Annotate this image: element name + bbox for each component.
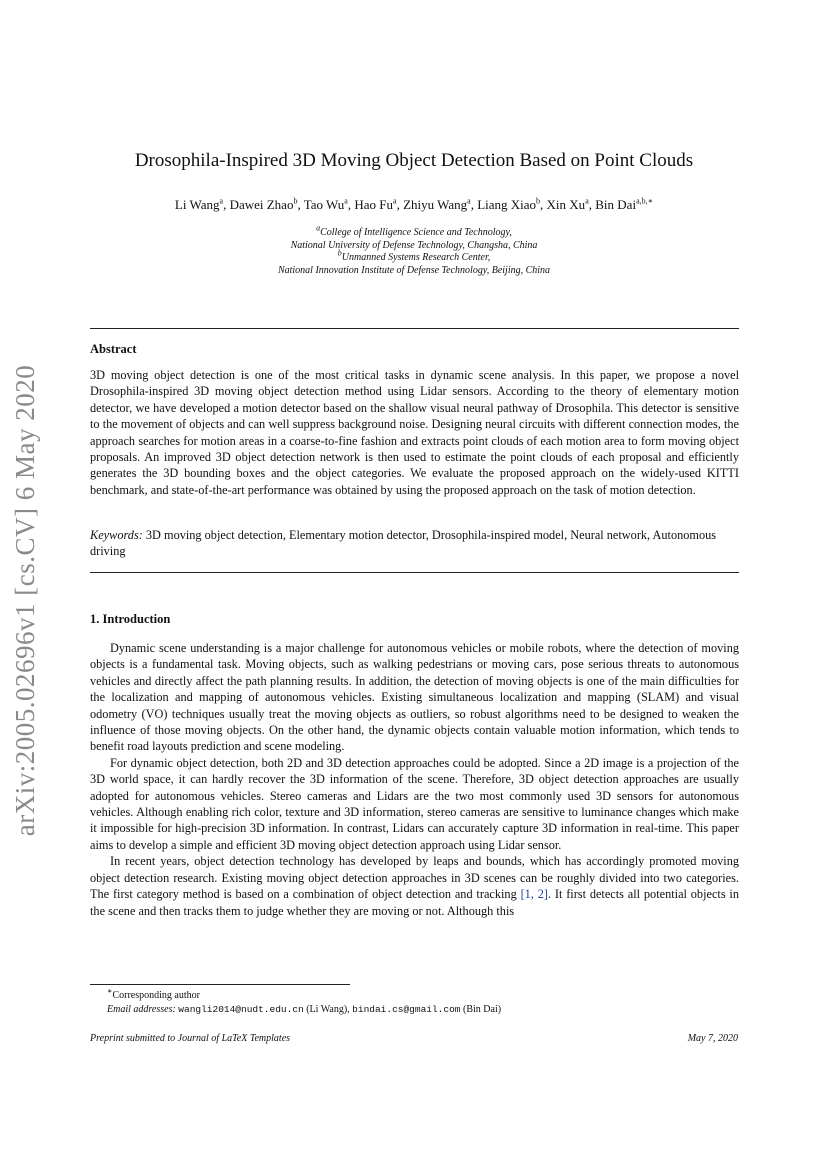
author-name: Li Wang: [174, 197, 220, 212]
abstract-heading: Abstract: [90, 342, 137, 356]
keywords-text: 3D moving object detection, Elementary motion detector, Drosophila-inspired model, Neural network, Autonomous driving: [90, 528, 717, 559]
abstract-top-rule: [90, 328, 739, 329]
author-list: Li Wang$^a$, Dawei Zhao$^b$, Tao Wu$^a$, Hao Fu$^a$, Zhiyu Wang$^a$, Liang Xiao$^b$, Xin Xu$^a$, Bin Dai$^{a,b,∗}$: [174, 196, 654, 212]
footer-preprint-note: Preprint submitted to Journal of LaTeX Templates: [90, 1033, 291, 1044]
introduction-body: [90, 640, 739, 919]
arxiv-side-identifier: arXiv:2005.02696v1 [cs.CV] 6 May 2020: [10, 364, 41, 836]
author-name: Dawei Zhao: [229, 197, 294, 212]
affiliations: [0, 223, 828, 277]
author-name: Liang Xiao: [477, 197, 537, 212]
author-affiliation-mark: a: [467, 196, 471, 206]
abstract-text: 3D moving object detection is one of the most critical tasks in dynamic scene analysis. In this paper, we propose a novel Drosophila-inspired 3D moving object detection method using Lidar sensors. According to the theory of elementary motion detector, we have developed a motion detector based on the shallow visual neural pathway of Drosophila. This detector is sensitive to the movement of objects and can well suppress background noise. Designing neural circuits with different connection modes, the approach searches for motion areas in a coarse-to-fine fashion and extracts point clouds of each motion area to form moving object proposals. An improved 3D object detection network is then used to estimate the point clouds of each proposal and efficiently generates the 3D bounding boxes and the object categories. We evaluate the proposed approach on the widely-used KITTI benchmark, and state-of-the-art performance was obtained by using the proposed approach on the task of motion detection.: [90, 368, 739, 497]
author-name: Hao Fu: [354, 197, 393, 212]
intro-paragraph-3: In recent years, object detection technology has developed by leaps and bounds, which has accordingly promoted moving object detection research. Existing moving object detection approaches in 3D scenes can be roughly divided into two categories. The first category method is based on a combination of object detection and tracking [1, 2]. It first detects all potential objects in the scene and then tracks them to judge whether they are moving or not. Although this: [90, 854, 739, 918]
footnote-rule: [90, 984, 350, 985]
author-name: Zhiyu Wang: [403, 197, 468, 212]
author-affiliation-mark: b: [293, 196, 298, 206]
author-affiliation-mark: a: [344, 196, 348, 206]
citation-link[interactable]: [1, 2]: [520, 887, 548, 902]
section-heading-introduction: 1. Introduction: [90, 612, 171, 626]
author-name: Xin Xu: [546, 197, 586, 212]
email-1[interactable]: wangli2014@nudt.edu.cn: [178, 1004, 304, 1015]
author-affiliation-mark: a: [219, 196, 224, 206]
keywords: [90, 527, 739, 560]
author-name: Bin Dai: [595, 197, 637, 212]
affiliation-a-line2: National University of Defense Technology, Changsha, China: [290, 239, 538, 251]
intro-paragraph-1: Dynamic scene understanding is a major challenge for autonomous vehicles or mobile robots, where the detection of moving objects is a fundamental task. Moving objects, such as walking pedestrians or moving cars, pose serious threats to autonomous vehicles and directly affect the path planning results. In addition, the detection of moving objects is one of the main difficulties for the localization and mapping of autonomous vehicles. Existing simultaneous localization and mapping (SLAM) and visual odometry (VO) techniques usually treat the moving objects as outliers, so robust algorithms need to be designed to weaken the influence of those moving objects. On the other hand, the dynamic objects contain valuable motion information, which tends to benefit road layouts prediction and scene modeling.: [90, 641, 739, 754]
latex-logo: LaTeX: [221, 1033, 248, 1044]
author-name: Tao Wu: [303, 197, 345, 212]
keywords-label: Keywords:: [90, 528, 143, 542]
footnote-corresponding: ∗Corresponding author: [107, 986, 200, 1001]
paper-title: Drosophila-Inspired 3D Moving Object Detection Based on Point Clouds: [134, 150, 694, 171]
affiliation-b: $^b$Unmanned Systems Research Center,: [337, 248, 491, 264]
email-2[interactable]: bindai.cs@gmail.com: [352, 1004, 461, 1015]
author-affiliation-mark: a: [393, 196, 397, 206]
author-affiliation-mark: b: [536, 196, 541, 206]
abstract-bottom-rule: [90, 572, 739, 573]
footnote-emails: Email addresses: wangli2014@nudt.edu.cn (Li Wang), bindai.cs@gmail.com (Bin Dai): [107, 1004, 502, 1015]
author-affiliation-mark: a: [585, 196, 589, 206]
footer-date: May 7, 2020: [687, 1033, 738, 1044]
affiliation-b-line2: National Innovation Institute of Defense Technology, Beijing, China: [277, 264, 551, 276]
intro-paragraph-2: For dynamic object detection, both 2D and 3D detection approaches could be adopted. Since a 2D image is a projection of the 3D world space, it can hardly recover the 3D information of the scene. Therefore, 3D object detection approaches are usually adopted for autonomous vehicles. Stereo cameras and Lidars are the two most commonly used 3D sensors for autonomous vehicles. Although enabling rich color, texture and 3D information, stereo cameras are sensitive to luminance changes which make it impossible for high-precision 3D information. In contrast, Lidars can accurately capture 3D information in real-time. This paper aims to develop a simple and efficient 3D moving object detection approach using Lidar sensor.: [90, 755, 739, 852]
author-affiliation-mark: a,b,∗: [636, 196, 654, 206]
affiliation-a: $^a$College of Intelligence Science and Technology,: [316, 223, 512, 238]
footnote: [107, 986, 737, 1017]
